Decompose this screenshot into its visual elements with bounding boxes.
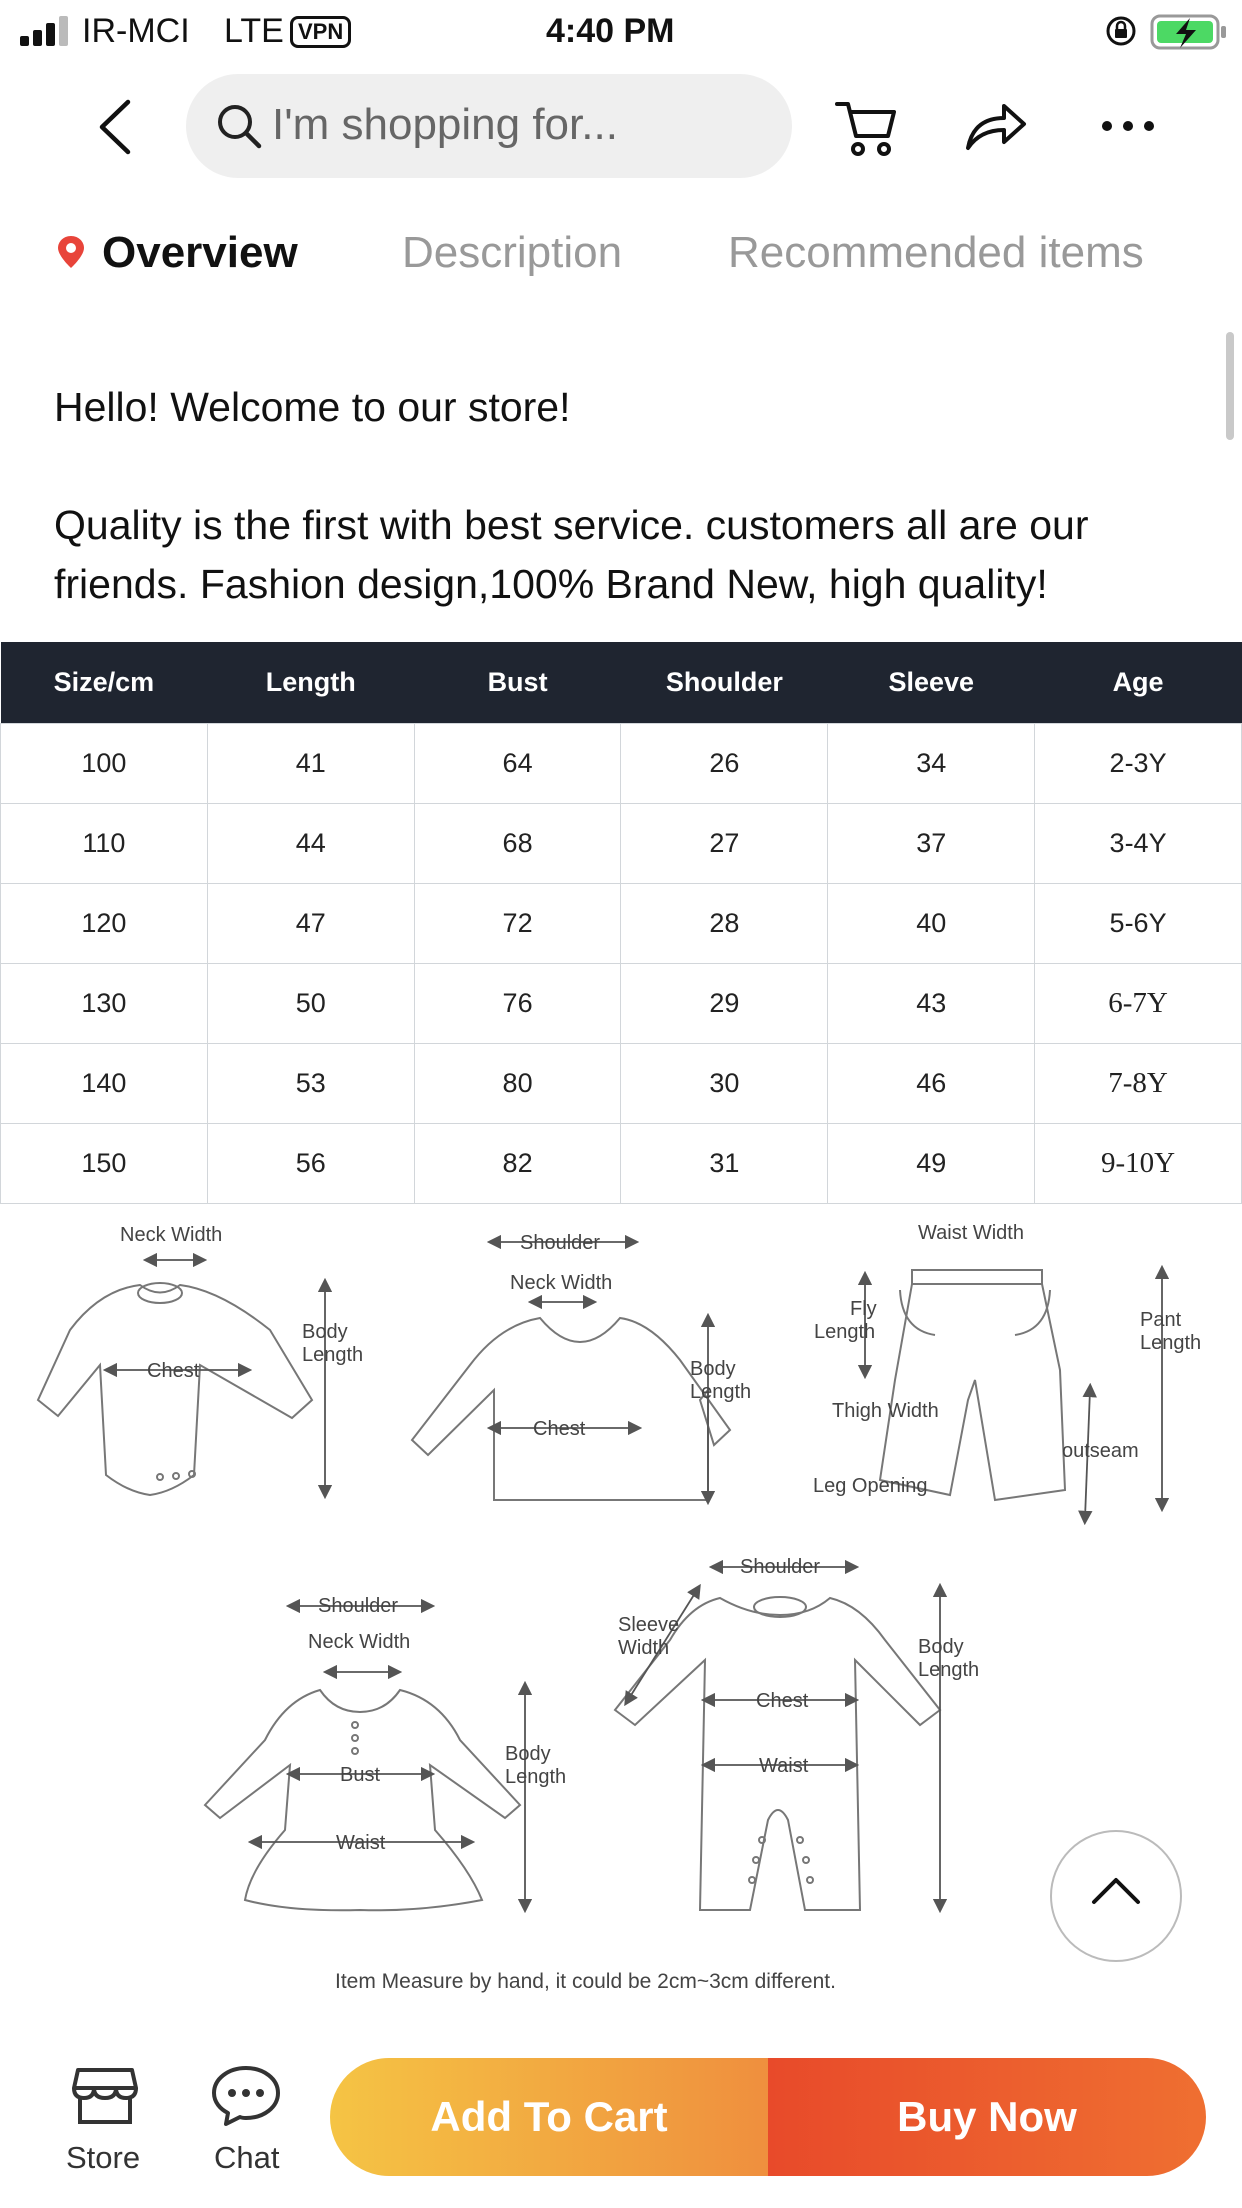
label-length: Length [918,1659,980,1681]
store-icon [72,2064,138,2126]
cart-icon[interactable] [834,96,898,158]
table-cell: 72 [414,884,621,964]
label-fly: Fly [850,1298,877,1320]
label-length: Length [302,1344,364,1366]
table-cell: 47 [207,884,414,964]
size-chart-table [0,642,1242,1204]
chat-button[interactable] [196,2060,296,2180]
table-cell: 7-8Y [1035,1044,1242,1124]
label-body: Body [690,1358,736,1380]
label-body: Body [302,1321,348,1343]
bodysuit-illustration [38,1283,312,1495]
table-cell: 68 [414,804,621,884]
table-cell: 46 [828,1044,1035,1124]
shirt-illustration [412,1318,730,1500]
welcome-text: Hello! Welcome to our store! [54,384,571,430]
table-cell: 31 [621,1124,828,1204]
column-header: Age [1035,642,1242,724]
table-cell: 49 [828,1124,1035,1204]
label-outseam: outseam [1062,1440,1139,1462]
buy-now-button[interactable]: Buy Now [768,2058,1206,2176]
pants-illustration [880,1270,1065,1500]
chat-label: Chat [214,2140,280,2175]
label-pant: Pant [1140,1309,1182,1331]
table-header-row [1,642,1242,724]
table-cell: 43 [828,964,1035,1044]
chevron-up-icon [1090,1876,1142,1906]
table-row [1,1044,1242,1124]
table-cell: 2-3Y [1035,724,1242,804]
label-bust: Bust [340,1764,381,1786]
table-cell: 29 [621,964,828,1044]
more-icon[interactable] [1100,116,1156,136]
tab-description[interactable]: Description [402,228,623,277]
table-cell: 80 [414,1044,621,1124]
store-button[interactable] [50,2060,160,2180]
table-cell: 30 [621,1044,828,1124]
label-shoulder: Shoulder [520,1232,601,1254]
table-cell: 40 [828,884,1035,964]
table-cell: 82 [414,1124,621,1204]
table-cell: 53 [207,1044,414,1124]
description-line-2: friends. Fashion design,100% Brand New, high quality! [54,561,1048,607]
table-cell: 140 [1,1044,208,1124]
label-neck-width: Neck Width [308,1631,411,1653]
search-icon [216,103,262,149]
table-cell: 5-6Y [1035,884,1242,964]
table-cell: 150 [1,1124,208,1204]
table-cell: 26 [621,724,828,804]
scrollbar-thumb[interactable] [1226,332,1234,440]
label-body: Body [918,1636,964,1658]
label-body: Body [505,1743,551,1765]
label-thigh-width: Thigh Width [832,1400,939,1422]
add-to-cart-button[interactable]: Add To Cart [330,2058,768,2176]
table-row [1,724,1242,804]
share-icon[interactable] [964,100,1028,152]
orientation-lock-icon [1104,14,1138,48]
table-row [1,804,1242,884]
scroll-to-top-button[interactable] [1050,1830,1182,1962]
label-leg-opening: Leg Opening [813,1475,928,1497]
table-cell: 76 [414,964,621,1044]
table-cell: 3-4Y [1035,804,1242,884]
table-cell: 50 [207,964,414,1044]
table-cell: 110 [1,804,208,884]
dress-illustration [205,1690,520,1910]
signal-icon [20,16,76,48]
store-label: Store [66,2140,141,2175]
column-header: Length [207,642,414,724]
label-chest: Chest [533,1418,586,1440]
table-row [1,884,1242,964]
table-cell: 27 [621,804,828,884]
tab-recommended-items[interactable]: Recommended items [728,228,1144,277]
table-cell: 28 [621,884,828,964]
label-neck-width: Neck Width [120,1224,223,1246]
column-header: Size/cm [1,642,208,724]
table-cell: 44 [207,804,414,884]
table-cell: 9-10Y [1035,1124,1242,1204]
network-label: LTE [224,12,284,50]
chat-icon [210,2064,282,2128]
back-icon[interactable] [96,98,136,156]
measurement-note: Item Measure by hand, it could be 2cm~3cm different. [335,1970,836,1993]
clock: 4:40 PM [546,12,675,50]
description-line-1: Quality is the first with best service. customers all are our [54,502,1089,548]
label-waist-width: Waist Width [918,1222,1024,1244]
table-cell: 56 [207,1124,414,1204]
table-cell: 120 [1,884,208,964]
table-cell: 41 [207,724,414,804]
battery-icon [1150,12,1230,52]
label-sleeve: Sleeve [618,1614,680,1636]
column-header: Bust [414,642,621,724]
table-cell: 6-7Y [1035,964,1242,1044]
table-cell: 34 [828,724,1035,804]
label-length: Length [1140,1332,1202,1354]
column-header: Sleeve [828,642,1035,724]
label-shoulder: Shoulder [740,1556,821,1578]
label-shoulder: Shoulder [318,1595,399,1617]
table-cell: 64 [414,724,621,804]
label-neck-width: Neck Width [510,1272,613,1294]
label-chest: Chest [147,1360,200,1382]
label-chest: Chest [756,1690,809,1712]
label-waist: Waist [759,1755,809,1777]
label-waist: Waist [336,1832,386,1854]
table-cell: 130 [1,964,208,1044]
label-length: Length [505,1766,567,1788]
location-pin-icon [56,234,86,270]
table-cell: 100 [1,724,208,804]
carrier-label: IR-MCI [82,12,190,50]
vpn-badge: VPN [290,16,351,48]
column-header: Shoulder [621,642,828,724]
label-length: Length [690,1381,752,1403]
table-cell: 37 [828,804,1035,884]
label-width: Width [618,1637,670,1659]
tab-overview[interactable]: Overview [102,228,298,277]
table-row [1,964,1242,1044]
label-length: Length [814,1321,876,1343]
status-bar [0,0,1242,64]
search-input[interactable]: I'm shopping for... [272,100,618,149]
